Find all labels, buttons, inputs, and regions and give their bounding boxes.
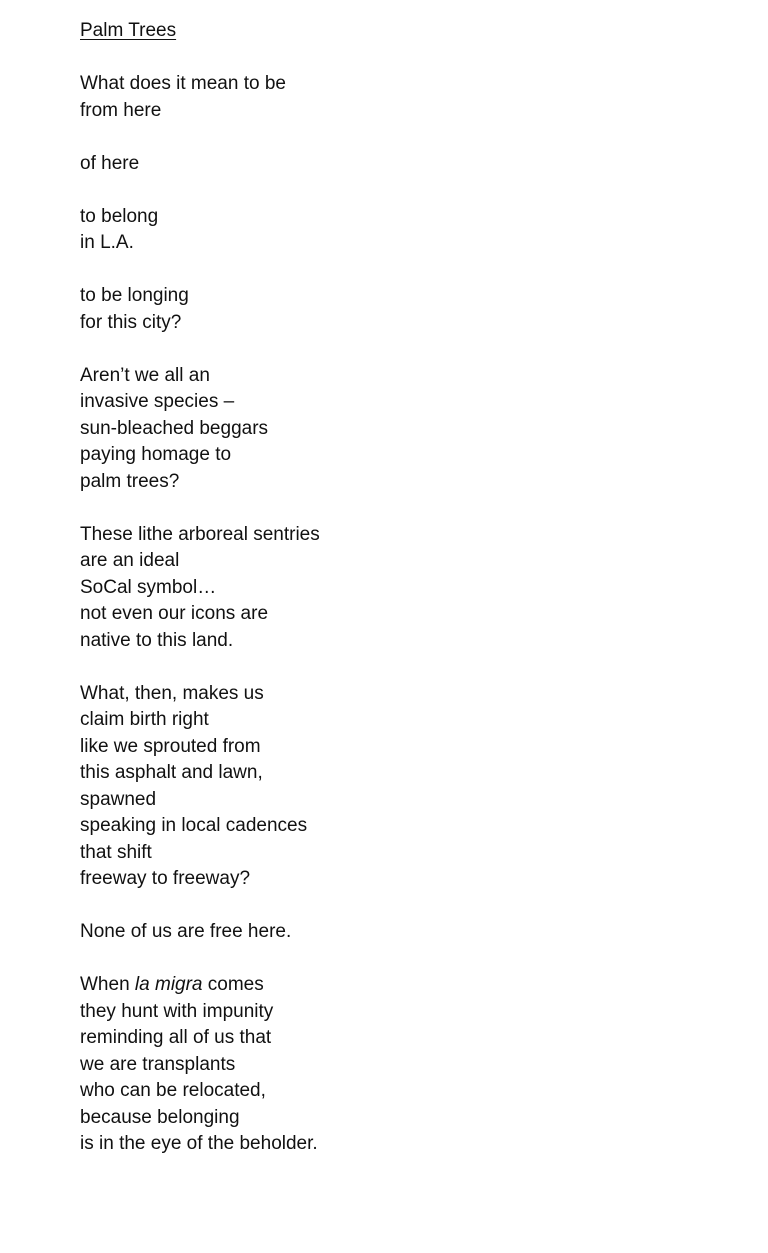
line-text-before: When	[80, 974, 135, 995]
poem-line: palm trees?	[80, 470, 180, 492]
poem-line: These lithe arboreal sentries	[80, 523, 320, 545]
poem-line: claim birth right	[80, 709, 209, 730]
poem-line: are an ideal	[80, 550, 180, 571]
stanza-4	[80, 283, 720, 336]
poem-line: What does it mean to be	[80, 73, 286, 94]
stanza-9	[80, 972, 720, 1158]
poem-line: that shift	[80, 841, 152, 863]
poem-line: invasive species –	[80, 391, 235, 412]
stanza-3	[80, 204, 720, 257]
poem-line: we are transplants	[80, 1053, 236, 1075]
stanza-1	[80, 71, 720, 124]
poem-line: for this city?	[80, 311, 182, 333]
poem-title: Palm Trees	[80, 20, 177, 41]
stanza-6	[80, 522, 720, 655]
poem-line: this asphalt and lawn,	[80, 762, 263, 783]
poem-line: native to this land.	[80, 629, 234, 651]
poem-page	[80, 18, 720, 1158]
poem-line: they hunt with impunity	[80, 1000, 274, 1022]
poem-line: like we sprouted from	[80, 735, 261, 757]
poem-line: to belong	[80, 205, 159, 227]
poem-line: SoCal symbol…	[80, 576, 217, 598]
poem-line: of here	[80, 152, 140, 174]
poem-line: because belonging	[80, 1106, 240, 1128]
poem-line: spawned	[80, 788, 157, 810]
stanza-8	[80, 919, 720, 946]
poem-line: What, then, makes us	[80, 682, 264, 704]
poem-line: not even our icons are	[80, 603, 269, 624]
stanza-2	[80, 151, 720, 178]
poem-line: is in the eye of the beholder.	[80, 1133, 318, 1154]
stanza-5	[80, 363, 720, 496]
poem-line: from here	[80, 99, 162, 121]
poem-line: freeway to freeway?	[80, 868, 251, 889]
poem-line: None of us are free here.	[80, 921, 292, 942]
poem-line: who can be relocated,	[80, 1080, 266, 1101]
poem-line: reminding all of us that	[80, 1027, 272, 1048]
italic-phrase: la migra	[134, 974, 203, 995]
poem-line-with-italic	[80, 972, 720, 999]
stanza-7	[80, 681, 720, 893]
poem-line: in L.A.	[80, 232, 134, 253]
poem-line: sun-bleached beggars	[80, 417, 269, 439]
poem-line: to be longing	[80, 285, 189, 306]
line-text-after: comes	[202, 974, 264, 995]
poem-line: paying homage to	[80, 444, 232, 465]
poem-line: Aren’t we all an	[80, 364, 210, 386]
poem-line: speaking in local cadences	[80, 815, 308, 836]
